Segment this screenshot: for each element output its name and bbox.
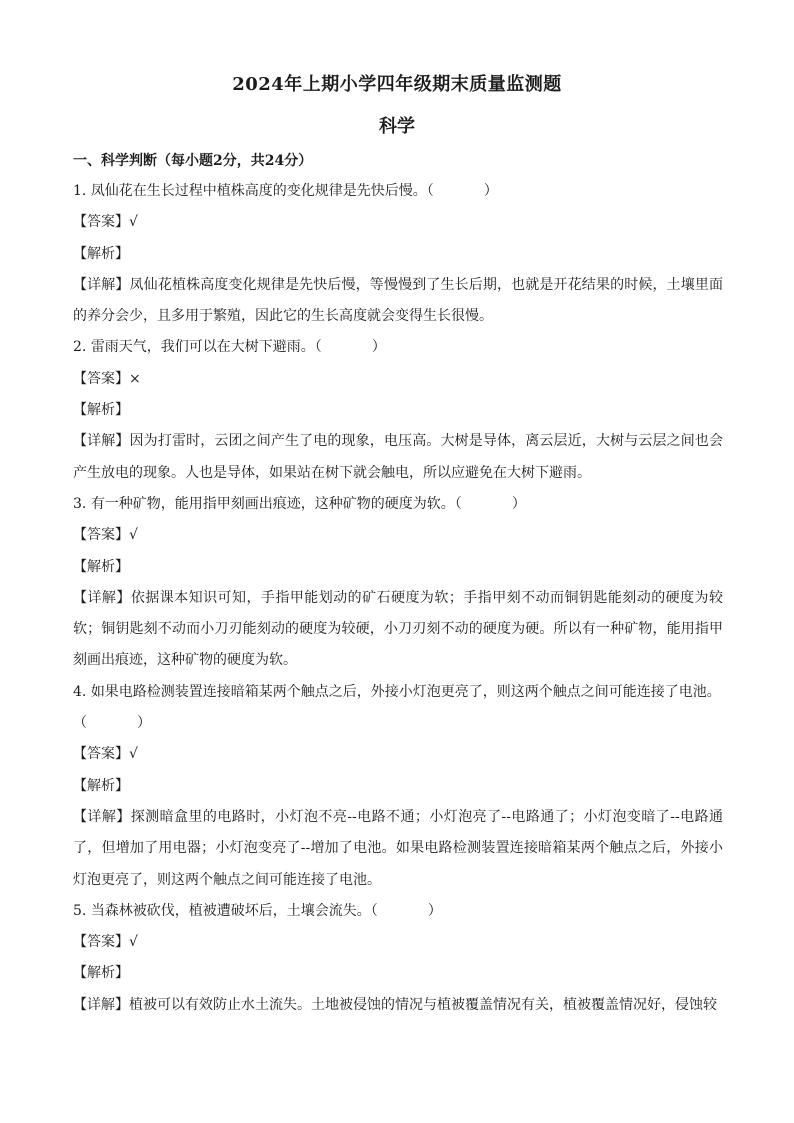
detail-label: 【详解】 [73, 276, 130, 293]
question-text: 凤仙花在生长过程中植株高度的变化规律是先快后慢。（ [90, 183, 434, 199]
answer-value: √ [129, 527, 138, 544]
question-5-detail [73, 990, 723, 1021]
detail-label: 【详解】 [73, 808, 131, 825]
detail-text: 因为打雷时，云团之间产生了电的现象，电压高。大树是导体，离云层近，大树与云层之间也会产生放电的现象。人也是导体，如果站在树下就会触电，所以应避免在大树下避雨。 [73, 433, 724, 481]
detail-text: 依据课本知识可知，手指甲能划动的矿石硬度为软；手指甲刻不动而铜钥匙能刻动的硬度为较软；铜钥匙刻不动而小刀刃能刻动的硬度为较硬，小刀刃刻不动的硬度为硬。所以有一种矿物，能用指甲刻画出痕迹，这种矿物的硬度为软。 [73, 589, 724, 669]
question-4-bracket [73, 708, 723, 739]
question-3-detail [73, 583, 723, 677]
question-1-answer [73, 207, 723, 238]
document-title: 2024年上期小学四年级期末质量监测题 [232, 74, 562, 95]
answer-value: × [129, 370, 141, 387]
bracket-close: ） [371, 339, 386, 356]
analysis-label: 【解析】 [73, 777, 129, 794]
question-5-analysis [73, 958, 723, 989]
question-2-analysis [73, 395, 723, 426]
detail-label: 【详解】 [73, 433, 130, 450]
section-heading: 一、科学判断（每小题2分，共24分） [73, 153, 313, 169]
answer-value: √ [129, 934, 138, 951]
bracket-open: （ [73, 715, 87, 732]
question-text: 如果电路检测装置连接暗箱某两个触点之后，外接小灯泡更亮了，则这两个触点之间可能连接了电池。 [90, 683, 721, 700]
question-3-analysis [73, 552, 723, 583]
analysis-label: 【解析】 [73, 402, 129, 419]
question-3 [73, 489, 723, 520]
question-3-answer [73, 520, 723, 551]
answer-label: 【答案】 [73, 370, 129, 387]
detail-label: 【详解】 [73, 589, 131, 606]
question-list [73, 176, 723, 1021]
answer-value: √ [129, 746, 138, 763]
analysis-label: 【解析】 [73, 558, 129, 575]
question-5-answer [73, 927, 723, 958]
bracket-close: ） [483, 183, 498, 199]
answer-label: 【答案】 [73, 214, 129, 231]
answer-value: √ [129, 214, 138, 231]
question-2 [73, 332, 723, 363]
question-2-detail [73, 426, 723, 489]
question-4-analysis [73, 771, 723, 802]
analysis-label: 【解析】 [73, 245, 129, 262]
answer-label: 【答案】 [73, 934, 129, 951]
question-number: 1. [73, 183, 87, 199]
question-5 [73, 896, 723, 927]
question-text: 雷雨天气，我们可以在大树下避雨。（ [90, 339, 322, 356]
bracket-close: ） [511, 495, 526, 512]
analysis-label: 【解析】 [73, 965, 129, 982]
question-1 [73, 176, 723, 207]
question-4 [73, 677, 723, 708]
question-number: 3. [73, 495, 87, 512]
question-number: 5. [73, 902, 87, 919]
document-subject: 科学 [379, 116, 415, 137]
question-2-answer [73, 364, 723, 395]
answer-label: 【答案】 [73, 527, 129, 544]
question-1-analysis [73, 239, 723, 270]
detail-text: 植被可以有效防止水土流失。土地被侵蚀的情况与植被覆盖情况有关，植被覆盖情况好，侵蚀较 [129, 996, 717, 1013]
question-4-detail [73, 802, 723, 896]
question-text: 有一种矿物，能用指甲刻画出痕迹，这种矿物的硬度为软。（ [90, 495, 462, 512]
detail-text: 凤仙花植株高度变化规律是先快后慢，等慢慢到了生长后期，也就是开花结果的时候，土壤里面的养分会少，且多用于繁殖，因此它的生长高度就会变得生长很慢。 [73, 276, 724, 325]
question-text: 当森林被砍伐，植被遭破坏后，土壤会流失。（ [90, 902, 378, 919]
question-4-answer [73, 739, 723, 770]
question-number: 2. [73, 339, 87, 356]
bracket-close: ） [137, 715, 151, 732]
detail-text: 探测暗盒里的电路时，小灯泡不亮--电路不通；小灯泡亮了--电路通了；小灯泡变暗了--电路通了，但增加了用电器；小灯泡变亮了--增加了电池。如果电路检测装置连接暗箱某两个触点之后，外接小灯泡更亮了，则这两个触点之间可能连接了电池。 [73, 808, 723, 888]
answer-label: 【答案】 [73, 746, 129, 763]
bracket-close: ） [427, 902, 442, 919]
detail-label: 【详解】 [73, 996, 129, 1013]
question-1-detail [73, 270, 723, 333]
question-number: 4. [73, 683, 87, 700]
